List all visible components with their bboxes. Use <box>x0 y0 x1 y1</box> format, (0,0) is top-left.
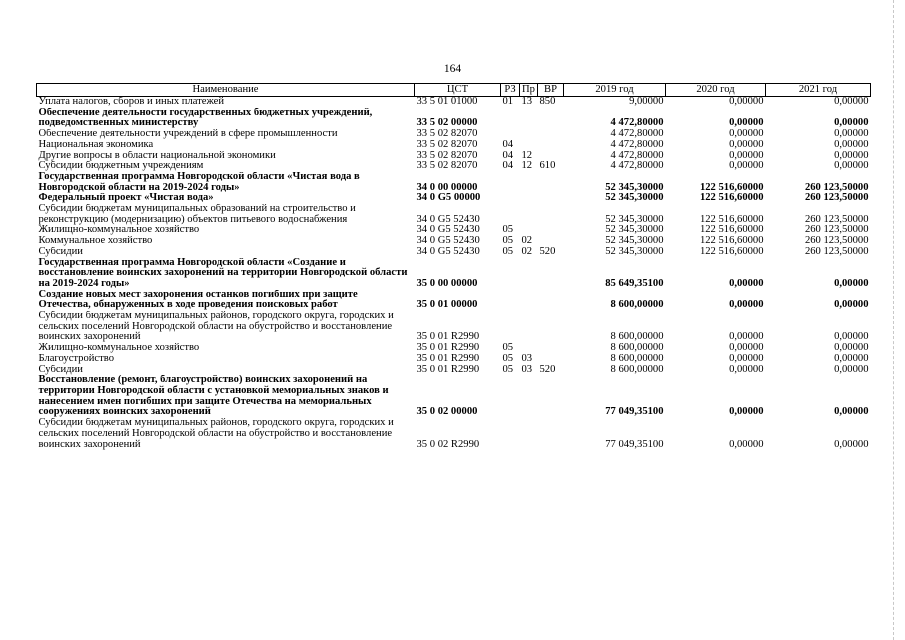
row-rz: 04 <box>502 161 514 172</box>
row-cst: 33 5 02 82070 <box>416 150 478 161</box>
row-name: Субсидии бюджетам муниципальных районов, городского округа, городских и сельских поселений Новгородской области на обустройство и восстановление воинских захоронений <box>38 418 394 450</box>
row-2021: 0,00000 <box>834 150 869 161</box>
row-2021: 260 123,50000 <box>804 225 869 236</box>
row-vr <box>538 108 564 129</box>
row-pr: 03 <box>521 353 533 364</box>
row-cst: 35 0 01 R2990 <box>416 353 480 364</box>
row-pr: 12 <box>521 150 533 161</box>
row-2019: 8 600,00000 <box>610 353 664 364</box>
row-name: Субсидии бюджетам муниципальных районов, городского округа, городских и сельских поселений Новгородской области на обустройство и восстановление воинских захоронений <box>38 311 394 343</box>
table-row <box>37 375 871 418</box>
row-2021: 0,00000 <box>834 331 869 343</box>
table-row <box>37 258 871 290</box>
row-2020: 122 516,60000 <box>699 236 764 247</box>
row-2019: 52 345,30000 <box>605 213 664 225</box>
table-row <box>37 97 871 108</box>
row-vr: 520 <box>539 246 556 257</box>
row-2019: 52 345,30000 <box>605 236 664 247</box>
row-2020: 0,00000 <box>729 96 764 107</box>
row-2020: 0,00000 <box>729 438 764 450</box>
row-vr <box>538 418 564 450</box>
row-name: Коммунальное хозяйство <box>38 236 153 247</box>
row-vr <box>538 236 564 247</box>
row-2020: 0,00000 <box>729 277 764 289</box>
row-pr <box>520 172 538 193</box>
table-row <box>37 236 871 247</box>
row-name: Государственная программа Новгородской области «Чистая вода в Новгородской области на 2019-2024 годы» <box>38 171 360 193</box>
row-name: Уплата налогов, сборов и иных платежей <box>38 96 225 107</box>
row-cst: 35 0 01 R2990 <box>416 364 480 375</box>
row-2020: 0,00000 <box>729 331 764 343</box>
row-cst: 35 0 02 00000 <box>416 406 478 418</box>
row-2020: 0,00000 <box>729 129 764 140</box>
row-rz: 05 <box>502 364 514 375</box>
row-2021: 0,00000 <box>834 353 869 364</box>
row-name: Жилищно-коммунальное хозяйство <box>38 343 200 354</box>
row-name: Субсидии <box>38 246 83 257</box>
row-name: Федеральный проект «Чистая вода» <box>38 193 214 204</box>
row-name: Субсидии <box>38 364 83 375</box>
row-vr <box>538 204 564 225</box>
row-pr <box>520 311 538 343</box>
table-row <box>37 129 871 140</box>
row-vr <box>538 343 564 354</box>
row-cst: 34 0 G5 52430 <box>416 246 480 257</box>
row-2021: 0,00000 <box>834 406 869 418</box>
row-rz: 05 <box>502 353 514 364</box>
row-2021: 260 123,50000 <box>804 193 869 204</box>
header-2020: 2020 год <box>666 84 766 97</box>
row-rz: 05 <box>502 236 514 247</box>
row-name: Другие вопросы в области национальной экономики <box>38 150 276 161</box>
row-vr <box>538 258 564 290</box>
row-rz <box>501 204 520 225</box>
row-pr <box>520 204 538 225</box>
row-2020: 122 516,60000 <box>699 193 764 204</box>
table-row <box>37 161 871 172</box>
row-vr <box>538 129 564 140</box>
row-2019: 4 472,80000 <box>610 161 664 172</box>
row-2019: 52 345,30000 <box>605 181 664 193</box>
row-2019: 4 472,80000 <box>610 139 664 150</box>
row-2020: 122 516,60000 <box>699 181 764 193</box>
row-pr <box>520 343 538 354</box>
row-2019: 8 600,00000 <box>610 331 664 343</box>
row-2020: 0,00000 <box>729 353 764 364</box>
row-name: Субсидии бюджетным учреждениям <box>38 161 204 172</box>
row-2021: 260 123,50000 <box>804 213 869 225</box>
row-pr <box>520 418 538 450</box>
row-2019: 52 345,30000 <box>605 246 664 257</box>
row-name: Субсидии бюджетам муниципальных образований на строительство и реконструкцию (модернизацию) объектов питьевого водоснабжения <box>38 204 356 225</box>
row-rz: 04 <box>502 139 514 150</box>
row-2020: 0,00000 <box>729 150 764 161</box>
row-2021: 260 123,50000 <box>804 181 869 193</box>
row-cst: 35 0 02 R2990 <box>416 438 480 450</box>
row-2019: 8 600,00000 <box>610 343 664 354</box>
row-pr: 02 <box>521 246 533 257</box>
row-vr <box>538 290 564 311</box>
row-2020: 0,00000 <box>729 117 764 129</box>
row-2021: 0,00000 <box>834 139 869 150</box>
row-2019: 77 049,35100 <box>605 438 664 450</box>
row-2021: 260 123,50000 <box>804 246 869 257</box>
row-2021: 0,00000 <box>834 117 869 129</box>
row-rz <box>501 375 520 418</box>
table-row <box>37 193 871 204</box>
row-cst: 34 0 G5 52430 <box>416 225 480 236</box>
table-row <box>37 204 871 225</box>
row-cst: 33 5 02 82070 <box>416 129 478 140</box>
row-cst: 34 0 G5 52430 <box>416 213 480 225</box>
row-2019: 85 649,35100 <box>605 277 664 289</box>
row-2019: 8 600,00000 <box>610 299 664 311</box>
table-row <box>37 343 871 354</box>
header-vr: ВР <box>538 84 564 97</box>
row-2021: 0,00000 <box>834 343 869 354</box>
row-pr <box>520 193 538 204</box>
header-rz: РЗ <box>501 84 520 97</box>
row-vr <box>538 354 564 365</box>
row-2021: 0,00000 <box>834 129 869 140</box>
table-row <box>37 172 871 193</box>
row-2021: 0,00000 <box>834 299 869 311</box>
table-row <box>37 418 871 450</box>
row-2020: 0,00000 <box>729 139 764 150</box>
table-row <box>37 151 871 162</box>
row-2019: 4 472,80000 <box>610 150 664 161</box>
row-vr <box>538 172 564 193</box>
row-name: Создание новых мест захоронения останков погибших при защите Отечества, обнаруженных в ходе проведения поисковых работ <box>38 289 358 311</box>
row-name: Государственная программа Новгородской области «Создание и восстановление воинских захоронений на территории Новгородской области на 2019-2024 годы» <box>38 257 408 289</box>
row-rz <box>501 258 520 290</box>
row-2019: 4 472,80000 <box>610 129 664 140</box>
row-vr: 610 <box>539 161 556 172</box>
row-vr <box>538 140 564 151</box>
header-name: Наименование <box>37 84 415 97</box>
row-2021: 260 123,50000 <box>804 236 869 247</box>
row-pr <box>520 375 538 418</box>
row-vr <box>538 375 564 418</box>
row-pr <box>520 225 538 236</box>
row-2019: 9,00000 <box>629 96 664 107</box>
row-cst: 34 0 G5 00000 <box>416 193 481 204</box>
row-rz <box>501 108 520 129</box>
header-cst: ЦСТ <box>415 84 501 97</box>
table-row <box>37 365 871 376</box>
row-2021: 0,00000 <box>834 438 869 450</box>
row-name: Восстановление (ремонт, благоустройство) воинских захоронений на территории Новгородской области с установкой мемориальных знаков и нанесением имен погибших при защите Отечества на мемориальных сооружениях воинских захоронений <box>38 375 389 418</box>
row-2021: 0,00000 <box>834 364 869 375</box>
row-2020: 0,00000 <box>729 364 764 375</box>
row-name: Обеспечение деятельности учреждений в сфере промышленности <box>38 129 338 140</box>
budget-table <box>36 83 871 450</box>
row-name: Благоустройство <box>38 353 114 364</box>
table-row <box>37 247 871 258</box>
row-cst: 35 0 01 R2990 <box>416 343 480 354</box>
row-rz <box>501 311 520 343</box>
table-row <box>37 354 871 365</box>
row-pr <box>520 129 538 140</box>
row-2020: 0,00000 <box>729 343 764 354</box>
row-rz: 05 <box>502 246 514 257</box>
row-vr <box>538 193 564 204</box>
table-row <box>37 290 871 311</box>
row-name: Национальная экономика <box>38 139 154 150</box>
table-row <box>37 140 871 151</box>
row-2019: 77 049,35100 <box>605 406 664 418</box>
row-name: Обеспечение деятельности государственных бюджетных учреждений, подведомственных министерству <box>38 107 373 129</box>
row-2019: 52 345,30000 <box>605 225 664 236</box>
row-pr: 02 <box>521 236 533 247</box>
page-number: 164 <box>443 63 462 75</box>
row-cst: 33 5 01 01000 <box>416 96 478 107</box>
scan-edge-line <box>893 0 895 640</box>
row-rz: 04 <box>502 150 514 161</box>
table-row <box>37 108 871 129</box>
row-pr <box>520 108 538 129</box>
row-2021: 0,00000 <box>834 96 869 107</box>
row-cst: 35 0 01 R2990 <box>416 331 480 343</box>
row-cst: 33 5 02 82070 <box>416 139 478 150</box>
row-pr: 12 <box>521 161 533 172</box>
row-vr: 520 <box>539 364 556 375</box>
row-cst: 33 5 02 00000 <box>416 117 478 129</box>
row-2020: 122 516,60000 <box>699 225 764 236</box>
row-rz <box>501 193 520 204</box>
row-cst: 34 0 G5 52430 <box>416 236 480 247</box>
row-pr <box>520 140 538 151</box>
row-rz <box>501 418 520 450</box>
row-rz <box>501 129 520 140</box>
row-pr: 13 <box>521 96 533 107</box>
row-2021: 0,00000 <box>834 161 869 172</box>
row-2020: 122 516,60000 <box>699 213 764 225</box>
row-pr: 03 <box>521 364 533 375</box>
row-rz <box>501 172 520 193</box>
table-header-row <box>37 84 871 97</box>
row-2020: 0,00000 <box>729 299 764 311</box>
row-cst: 35 0 01 00000 <box>416 299 478 311</box>
row-rz: 05 <box>502 343 514 354</box>
row-2020: 122 516,60000 <box>699 246 764 257</box>
row-rz <box>501 290 520 311</box>
table-row <box>37 225 871 236</box>
row-cst: 35 0 00 00000 <box>416 277 478 289</box>
header-pr: Пр <box>520 84 538 97</box>
row-2019: 8 600,00000 <box>610 364 664 375</box>
row-vr <box>538 311 564 343</box>
row-2019: 4 472,80000 <box>610 117 664 129</box>
header-2019: 2019 год <box>564 84 666 97</box>
row-name: Жилищно-коммунальное хозяйство <box>38 225 200 236</box>
table-row <box>37 311 871 343</box>
row-pr <box>520 290 538 311</box>
row-cst: 33 5 02 82070 <box>416 161 478 172</box>
row-vr <box>538 225 564 236</box>
row-vr: 850 <box>539 96 556 107</box>
row-rz: 05 <box>502 225 514 236</box>
row-rz: 01 <box>502 96 514 107</box>
row-2021: 0,00000 <box>834 277 869 289</box>
row-2019: 52 345,30000 <box>605 193 664 204</box>
row-pr <box>520 258 538 290</box>
row-2020: 0,00000 <box>729 161 764 172</box>
row-cst: 34 0 00 00000 <box>416 181 478 193</box>
header-2021: 2021 год <box>766 84 871 97</box>
row-2020: 0,00000 <box>729 406 764 418</box>
row-vr <box>538 151 564 162</box>
